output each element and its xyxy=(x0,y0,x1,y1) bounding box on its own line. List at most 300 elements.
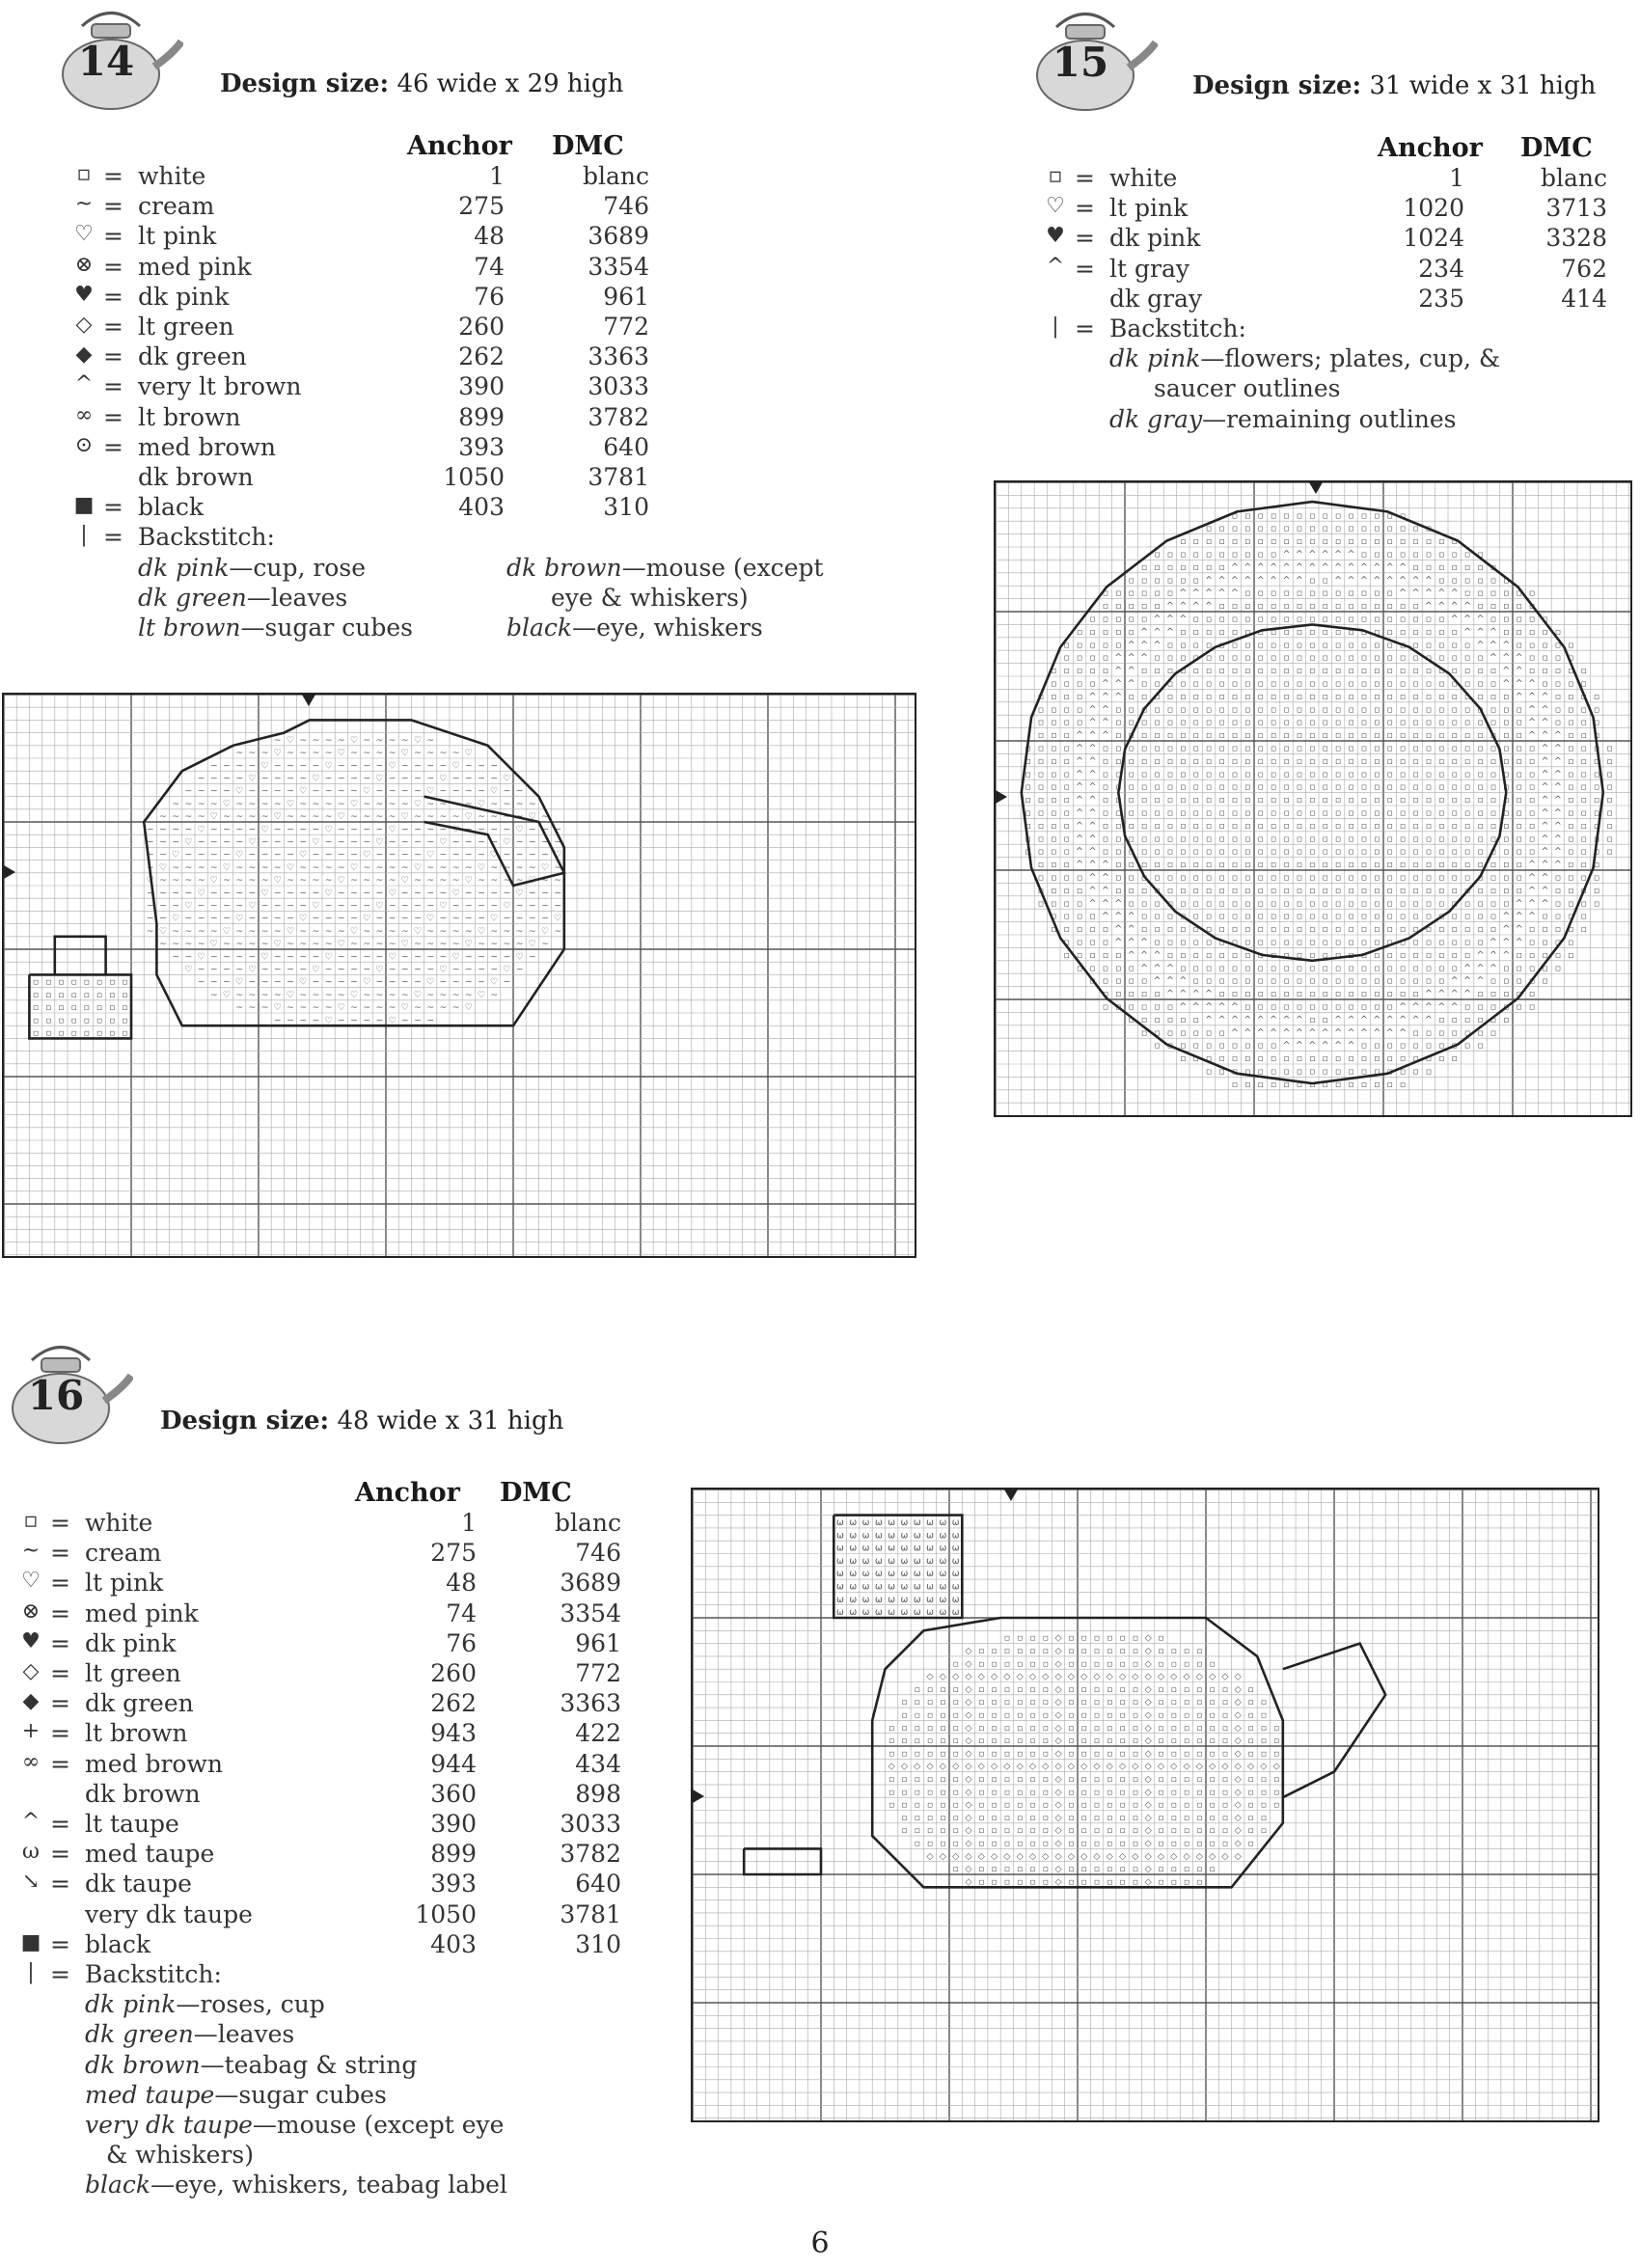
svg-text:▫: ▫ xyxy=(1260,1825,1268,1837)
svg-text:~: ~ xyxy=(197,964,205,975)
svg-text:^: ^ xyxy=(1230,1014,1239,1025)
svg-text:▫: ▫ xyxy=(1209,1825,1216,1837)
svg-text:▫: ▫ xyxy=(109,1015,116,1026)
svg-text:♡: ♡ xyxy=(400,748,409,759)
svg-text:▫: ▫ xyxy=(1244,937,1251,948)
svg-text:^: ^ xyxy=(1528,717,1537,728)
svg-text:◇: ◇ xyxy=(1080,1671,1088,1682)
svg-text:▫: ▫ xyxy=(1205,833,1213,845)
svg-text:▫: ▫ xyxy=(1516,975,1522,987)
svg-text:▫: ▫ xyxy=(1528,989,1536,1000)
svg-text:▫: ▫ xyxy=(1296,704,1303,716)
svg-text:▫: ▫ xyxy=(1360,536,1368,548)
svg-text:ω: ω xyxy=(926,1517,934,1528)
svg-text:▫: ▫ xyxy=(1463,781,1471,793)
svg-text:▫: ▫ xyxy=(1192,755,1199,767)
backstitch-color: dk green xyxy=(85,2020,194,2049)
svg-text:▫: ▫ xyxy=(1270,626,1277,638)
svg-text:▫: ▫ xyxy=(1477,743,1484,754)
svg-text:▫: ▫ xyxy=(1154,885,1161,896)
svg-text:▫: ▫ xyxy=(1244,949,1251,961)
design-size: Design size: 46 wide x 29 high xyxy=(220,69,624,98)
svg-text:▫: ▫ xyxy=(1231,807,1239,819)
svg-text:▫: ▫ xyxy=(1003,1812,1011,1823)
chart-14 xyxy=(2,693,916,1258)
svg-text:~: ~ xyxy=(414,760,422,772)
svg-text:~: ~ xyxy=(223,951,231,963)
svg-text:▫: ▫ xyxy=(1477,730,1484,742)
anchor-number: 262 xyxy=(458,342,505,371)
svg-text:~: ~ xyxy=(197,913,205,924)
svg-text:▫: ▫ xyxy=(1334,860,1342,871)
svg-text:▫: ▫ xyxy=(1360,820,1368,832)
svg-text:▫: ▫ xyxy=(1568,885,1574,896)
svg-text:▫: ▫ xyxy=(1451,549,1458,560)
svg-text:▫: ▫ xyxy=(1425,549,1433,560)
svg-text:ω: ω xyxy=(861,1517,870,1528)
svg-text:◇: ◇ xyxy=(1234,1799,1242,1811)
svg-text:▫: ▫ xyxy=(1221,1735,1229,1747)
svg-text:▫: ▫ xyxy=(1205,730,1213,742)
svg-text:▫: ▫ xyxy=(1399,769,1407,780)
key-row xyxy=(19,1810,637,1840)
svg-text:▫: ▫ xyxy=(1166,743,1174,754)
svg-text:▫: ▫ xyxy=(1296,1079,1303,1090)
svg-text:▫: ▫ xyxy=(1029,1864,1036,1875)
svg-text:^: ^ xyxy=(1515,691,1523,702)
svg-text:▫: ▫ xyxy=(1283,678,1290,690)
svg-text:▫: ▫ xyxy=(1154,678,1161,690)
design-number: 14 xyxy=(77,38,135,85)
svg-text:▫: ▫ xyxy=(1076,652,1083,664)
svg-text:▫: ▫ xyxy=(1270,1040,1277,1052)
svg-text:♡: ♡ xyxy=(172,849,180,861)
svg-text:▫: ▫ xyxy=(1334,652,1342,664)
svg-text:▫: ▫ xyxy=(1360,781,1368,793)
svg-text:~: ~ xyxy=(159,875,167,887)
svg-text:▫: ▫ xyxy=(1554,691,1562,702)
svg-text:▫: ▫ xyxy=(1463,549,1471,560)
svg-text:▫: ▫ xyxy=(926,1799,934,1811)
svg-text:~: ~ xyxy=(159,888,167,899)
svg-text:♡: ♡ xyxy=(426,849,435,861)
svg-text:▫: ▫ xyxy=(1296,911,1303,922)
backstitch-symbol: | xyxy=(27,1960,35,1984)
anchor-number: 1 xyxy=(1449,164,1464,192)
svg-text:▫: ▫ xyxy=(1166,820,1174,832)
svg-text:▫: ▫ xyxy=(1334,1066,1342,1078)
svg-text:♡: ♡ xyxy=(197,951,205,963)
svg-text:~: ~ xyxy=(146,849,154,861)
svg-text:◇: ◇ xyxy=(977,1671,985,1682)
svg-text:~: ~ xyxy=(299,875,308,887)
svg-text:ω: ω xyxy=(913,1607,921,1619)
svg-text:▫: ▫ xyxy=(122,989,128,1000)
svg-text:▫: ▫ xyxy=(1477,795,1484,806)
dmc-number: 3033 xyxy=(560,1810,621,1838)
anchor-number: 1 xyxy=(489,162,505,190)
anchor-number: 899 xyxy=(430,1840,477,1869)
svg-text:~: ~ xyxy=(248,888,257,899)
svg-text:▫: ▫ xyxy=(1516,963,1522,974)
svg-text:▫: ▫ xyxy=(991,1787,998,1798)
svg-text:▫: ▫ xyxy=(1218,989,1225,1000)
svg-text:ω: ω xyxy=(926,1530,934,1542)
svg-text:▫: ▫ xyxy=(1348,1079,1354,1090)
svg-text:▫: ▫ xyxy=(1003,1645,1011,1656)
equals-sign: = xyxy=(50,1719,70,1748)
key-row xyxy=(19,1509,637,1539)
svg-text:~: ~ xyxy=(388,861,396,873)
svg-text:▫: ▫ xyxy=(1231,704,1239,716)
svg-text:~: ~ xyxy=(312,1015,320,1026)
svg-text:▫: ▫ xyxy=(1158,1709,1164,1721)
svg-text:ω: ω xyxy=(939,1530,947,1542)
svg-text:▫: ▫ xyxy=(901,1812,908,1823)
svg-text:▫: ▫ xyxy=(1221,1787,1229,1798)
svg-text:▫: ▫ xyxy=(96,1027,103,1039)
svg-text:▫: ▫ xyxy=(1463,820,1471,832)
svg-text:▫: ▫ xyxy=(1399,743,1407,754)
svg-text:~: ~ xyxy=(324,964,333,975)
svg-text:~: ~ xyxy=(273,925,282,937)
svg-text:◇: ◇ xyxy=(1054,1799,1062,1811)
color-name: cream xyxy=(138,192,215,221)
anchor-number: 1 xyxy=(461,1509,477,1537)
svg-text:~: ~ xyxy=(515,785,524,797)
svg-text:▫: ▫ xyxy=(1080,1825,1087,1837)
svg-text:▫: ▫ xyxy=(1568,924,1574,936)
svg-text:~: ~ xyxy=(464,989,473,1000)
svg-text:▫: ▫ xyxy=(1283,510,1290,522)
svg-text:▫: ▫ xyxy=(1132,1876,1139,1888)
svg-text:▫: ▫ xyxy=(1068,1812,1075,1823)
svg-text:~: ~ xyxy=(312,785,320,797)
svg-text:▫: ▫ xyxy=(1218,937,1225,948)
svg-text:▫: ▫ xyxy=(1322,575,1328,587)
key-row xyxy=(19,1930,637,1960)
svg-text:^: ^ xyxy=(1515,924,1523,936)
svg-text:▫: ▫ xyxy=(1606,846,1613,858)
dmc-header: DMC xyxy=(500,1478,572,1508)
svg-text:▫: ▫ xyxy=(1119,1799,1126,1811)
svg-text:^: ^ xyxy=(1385,575,1394,587)
svg-text:▫: ▫ xyxy=(1334,755,1342,767)
svg-text:♡: ♡ xyxy=(324,951,333,963)
svg-text:▫: ▫ xyxy=(1154,730,1161,742)
svg-text:▫: ▫ xyxy=(122,1002,128,1014)
svg-text:▫: ▫ xyxy=(1051,781,1057,793)
svg-text:^: ^ xyxy=(1399,1001,1408,1013)
svg-text:▫: ▫ xyxy=(1477,587,1484,599)
svg-text:~: ~ xyxy=(337,964,345,975)
svg-text:▫: ▫ xyxy=(1580,911,1587,922)
equals-sign: = xyxy=(1075,164,1095,192)
svg-text:▫: ▫ xyxy=(1374,898,1380,910)
svg-text:^: ^ xyxy=(1088,846,1097,858)
equals-sign: = xyxy=(50,1689,70,1718)
backstitch-color: dk pink xyxy=(85,1990,177,2019)
svg-text:▫: ▫ xyxy=(1451,730,1458,742)
svg-text:◇: ◇ xyxy=(952,1761,960,1772)
key-row xyxy=(72,283,651,313)
svg-text:~: ~ xyxy=(337,989,345,1000)
svg-text:▫: ▫ xyxy=(1490,781,1497,793)
svg-text:^: ^ xyxy=(1502,937,1511,948)
svg-text:▫: ▫ xyxy=(1451,626,1458,638)
svg-text:▫: ▫ xyxy=(1568,898,1574,910)
svg-text:^: ^ xyxy=(1308,1027,1317,1039)
svg-text:▫: ▫ xyxy=(1042,1632,1049,1644)
svg-text:▫: ▫ xyxy=(1374,743,1380,754)
svg-text:▫: ▫ xyxy=(1154,652,1161,664)
svg-text:♡: ♡ xyxy=(413,989,423,1000)
svg-text:▫: ▫ xyxy=(1180,678,1187,690)
svg-text:▫: ▫ xyxy=(1128,717,1134,728)
svg-text:◇: ◇ xyxy=(1209,1850,1216,1862)
anchor-number: 1050 xyxy=(415,1899,477,1928)
svg-text:▫: ▫ xyxy=(1593,846,1600,858)
svg-text:▫: ▫ xyxy=(1166,860,1174,871)
svg-text:▫: ▫ xyxy=(1334,704,1342,716)
svg-text:~: ~ xyxy=(197,939,205,950)
svg-text:▫: ▫ xyxy=(1348,614,1354,625)
svg-text:▫: ▫ xyxy=(1348,820,1354,832)
svg-text:~: ~ xyxy=(287,939,294,950)
svg-text:♡: ♡ xyxy=(363,849,371,861)
svg-text:▫: ▫ xyxy=(1348,678,1354,690)
svg-text:▫: ▫ xyxy=(1132,1812,1139,1823)
svg-text:▫: ▫ xyxy=(1231,1040,1239,1052)
svg-text:▫: ▫ xyxy=(1438,885,1445,896)
anchor-number: 234 xyxy=(1418,254,1464,283)
svg-text:▫: ▫ xyxy=(1107,1838,1113,1849)
svg-text:▫: ▫ xyxy=(1580,678,1587,690)
svg-text:♡: ♡ xyxy=(490,849,499,861)
svg-text:▫: ▫ xyxy=(1283,601,1290,613)
color-name: lt pink xyxy=(85,1569,164,1598)
svg-text:▫: ▫ xyxy=(1296,1066,1303,1078)
svg-text:^: ^ xyxy=(1076,807,1084,819)
svg-text:▫: ▫ xyxy=(1270,730,1277,742)
svg-text:▫: ▫ xyxy=(1425,1053,1433,1065)
svg-text:▫: ▫ xyxy=(1205,523,1213,534)
svg-text:▫: ▫ xyxy=(1272,1722,1280,1734)
svg-text:▫: ▫ xyxy=(1257,911,1264,922)
svg-text:▫: ▫ xyxy=(1360,833,1368,845)
dmc-number: 3354 xyxy=(588,252,649,281)
svg-text:ω: ω xyxy=(939,1594,947,1605)
svg-text:▫: ▫ xyxy=(1322,769,1328,780)
svg-text:▫: ▫ xyxy=(1386,1066,1393,1078)
svg-text:ω: ω xyxy=(913,1555,921,1567)
equals-sign: = xyxy=(103,493,123,522)
svg-text:~: ~ xyxy=(248,875,257,887)
svg-text:▫: ▫ xyxy=(1231,691,1239,702)
svg-text:▫: ▫ xyxy=(1412,989,1419,1000)
svg-text:▫: ▫ xyxy=(1438,975,1445,987)
svg-text:▫: ▫ xyxy=(1244,666,1251,677)
color-name: dk gray xyxy=(1109,284,1203,313)
svg-text:▫: ▫ xyxy=(1205,846,1213,858)
svg-text:▫: ▫ xyxy=(952,1709,959,1721)
svg-text:▫: ▫ xyxy=(1503,1014,1510,1025)
svg-text:▫: ▫ xyxy=(1399,510,1407,522)
svg-text:▫: ▫ xyxy=(1247,1812,1254,1823)
svg-text:^: ^ xyxy=(1463,989,1472,1000)
color-name: dk brown xyxy=(138,463,254,491)
svg-text:▫: ▫ xyxy=(1221,1709,1229,1721)
svg-text:▫: ▫ xyxy=(1348,523,1354,534)
svg-text:▫: ▫ xyxy=(1192,678,1199,690)
svg-text:ω: ω xyxy=(888,1581,896,1593)
svg-text:~: ~ xyxy=(451,785,460,797)
svg-text:▫: ▫ xyxy=(1412,872,1419,884)
svg-text:▫: ▫ xyxy=(1051,704,1057,716)
svg-text:♡: ♡ xyxy=(477,798,486,809)
svg-text:▫: ▫ xyxy=(1132,1748,1139,1760)
svg-text:▫: ▫ xyxy=(1374,937,1380,948)
equals-sign: = xyxy=(1075,254,1095,283)
svg-text:▫: ▫ xyxy=(1029,1787,1036,1798)
svg-text:~: ~ xyxy=(324,798,333,809)
svg-text:▫: ▫ xyxy=(1231,717,1239,728)
key-row xyxy=(72,253,651,283)
svg-text:▫: ▫ xyxy=(1205,898,1213,910)
svg-text:▫: ▫ xyxy=(1115,807,1122,819)
svg-text:▫: ▫ xyxy=(1128,807,1134,819)
svg-text:▫: ▫ xyxy=(978,1735,985,1747)
svg-text:◇: ◇ xyxy=(977,1850,985,1862)
svg-text:~: ~ xyxy=(260,913,269,924)
svg-text:~: ~ xyxy=(209,976,218,988)
svg-text:▫: ▫ xyxy=(58,1002,65,1014)
svg-text:▫: ▫ xyxy=(1270,963,1277,974)
svg-text:▫: ▫ xyxy=(1180,860,1187,871)
svg-text:▫: ▫ xyxy=(1399,549,1407,560)
svg-text:▫: ▫ xyxy=(1463,666,1471,677)
svg-text:^: ^ xyxy=(1373,1014,1381,1025)
svg-text:▫: ▫ xyxy=(1283,989,1290,1000)
svg-text:▫: ▫ xyxy=(1283,666,1290,677)
svg-text:~: ~ xyxy=(209,964,218,975)
svg-text:▫: ▫ xyxy=(1438,691,1445,702)
svg-text:~: ~ xyxy=(235,861,244,873)
svg-text:^: ^ xyxy=(1541,860,1549,871)
svg-text:▫: ▫ xyxy=(1107,1735,1113,1747)
svg-text:▫: ▫ xyxy=(1296,833,1303,845)
svg-text:~: ~ xyxy=(337,861,345,873)
backstitch-line xyxy=(138,584,347,612)
svg-text:▫: ▫ xyxy=(1374,626,1380,638)
svg-text:▫: ▫ xyxy=(1309,587,1316,599)
svg-text:▫: ▫ xyxy=(1386,1040,1393,1052)
svg-text:▫: ▫ xyxy=(901,1799,908,1811)
svg-text:▫: ▫ xyxy=(1451,743,1458,754)
svg-text:▫: ▫ xyxy=(1309,1001,1316,1013)
svg-text:▫: ▫ xyxy=(1192,860,1199,871)
svg-text:▫: ▫ xyxy=(1051,678,1057,690)
svg-text:▫: ▫ xyxy=(1166,1027,1174,1039)
svg-text:◇: ◇ xyxy=(1170,1671,1178,1682)
svg-text:~: ~ xyxy=(312,849,320,861)
svg-text:^: ^ xyxy=(1153,963,1162,974)
svg-text:▫: ▫ xyxy=(1244,704,1251,716)
backstitch-color: dk pink xyxy=(138,553,230,582)
svg-text:~: ~ xyxy=(439,798,448,809)
svg-text:~: ~ xyxy=(451,989,460,1000)
svg-text:▫: ▫ xyxy=(1115,640,1122,651)
svg-text:~: ~ xyxy=(273,760,282,772)
svg-text:~: ~ xyxy=(439,925,448,937)
svg-text:♡: ♡ xyxy=(515,951,524,963)
svg-text:▫: ▫ xyxy=(1029,1722,1036,1734)
svg-text:▫: ▫ xyxy=(109,1027,116,1039)
svg-text:▫: ▫ xyxy=(1334,846,1342,858)
svg-text:~: ~ xyxy=(426,773,435,784)
svg-text:▫: ▫ xyxy=(1477,1014,1484,1025)
svg-text:▫: ▫ xyxy=(1360,963,1368,974)
svg-text:ω: ω xyxy=(874,1555,883,1567)
svg-text:▫: ▫ xyxy=(1231,601,1239,613)
svg-text:▫: ▫ xyxy=(1102,601,1109,613)
svg-text:▫: ▫ xyxy=(1283,846,1290,858)
svg-text:▫: ▫ xyxy=(1180,1027,1187,1039)
svg-text:▫: ▫ xyxy=(1140,860,1148,871)
svg-text:▫: ▫ xyxy=(1051,885,1057,896)
svg-text:~: ~ xyxy=(541,888,549,899)
svg-text:♡: ♡ xyxy=(363,785,371,797)
svg-text:▫: ▫ xyxy=(1528,833,1536,845)
svg-text:♡: ♡ xyxy=(490,913,499,924)
svg-text:▫: ▫ xyxy=(1257,626,1264,638)
svg-text:▫: ▫ xyxy=(1221,1838,1229,1849)
svg-text:▫: ▫ xyxy=(991,1735,998,1747)
svg-text:▫: ▫ xyxy=(1205,795,1213,806)
svg-text:▫: ▫ xyxy=(1374,730,1380,742)
svg-text:▫: ▫ xyxy=(1360,640,1368,651)
svg-text:▫: ▫ xyxy=(1180,781,1187,793)
design-15-badge xyxy=(1032,6,1148,112)
dmc-number: 640 xyxy=(575,1870,621,1899)
svg-text:▫: ▫ xyxy=(1192,1053,1199,1065)
svg-text:▫: ▫ xyxy=(1244,601,1251,613)
svg-text:♡: ♡ xyxy=(439,900,448,912)
svg-text:▫: ▫ xyxy=(1542,678,1548,690)
svg-text:♡: ♡ xyxy=(400,939,409,950)
svg-text:~: ~ xyxy=(172,900,180,912)
svg-text:~: ~ xyxy=(287,748,294,759)
svg-text:▫: ▫ xyxy=(1399,872,1407,884)
color-name: dk taupe xyxy=(85,1870,192,1899)
svg-text:▫: ▫ xyxy=(1196,1787,1203,1798)
svg-text:~: ~ xyxy=(426,760,435,772)
svg-text:▫: ▫ xyxy=(1516,743,1522,754)
svg-text:▫: ▫ xyxy=(1025,743,1031,754)
svg-text:▫: ▫ xyxy=(1107,1825,1113,1837)
svg-text:▫: ▫ xyxy=(1115,872,1122,884)
svg-text:▫: ▫ xyxy=(1080,1812,1087,1823)
anchor-number: 260 xyxy=(458,313,505,341)
svg-text:▫: ▫ xyxy=(1374,872,1380,884)
backstitch-line xyxy=(138,614,413,642)
svg-text:▫: ▫ xyxy=(1348,1066,1354,1078)
svg-text:◇: ◇ xyxy=(965,1825,972,1837)
svg-text:~: ~ xyxy=(414,939,422,950)
svg-text:▫: ▫ xyxy=(1451,924,1458,936)
svg-text:♡: ♡ xyxy=(197,888,205,899)
svg-text:▫: ▫ xyxy=(1360,975,1368,987)
